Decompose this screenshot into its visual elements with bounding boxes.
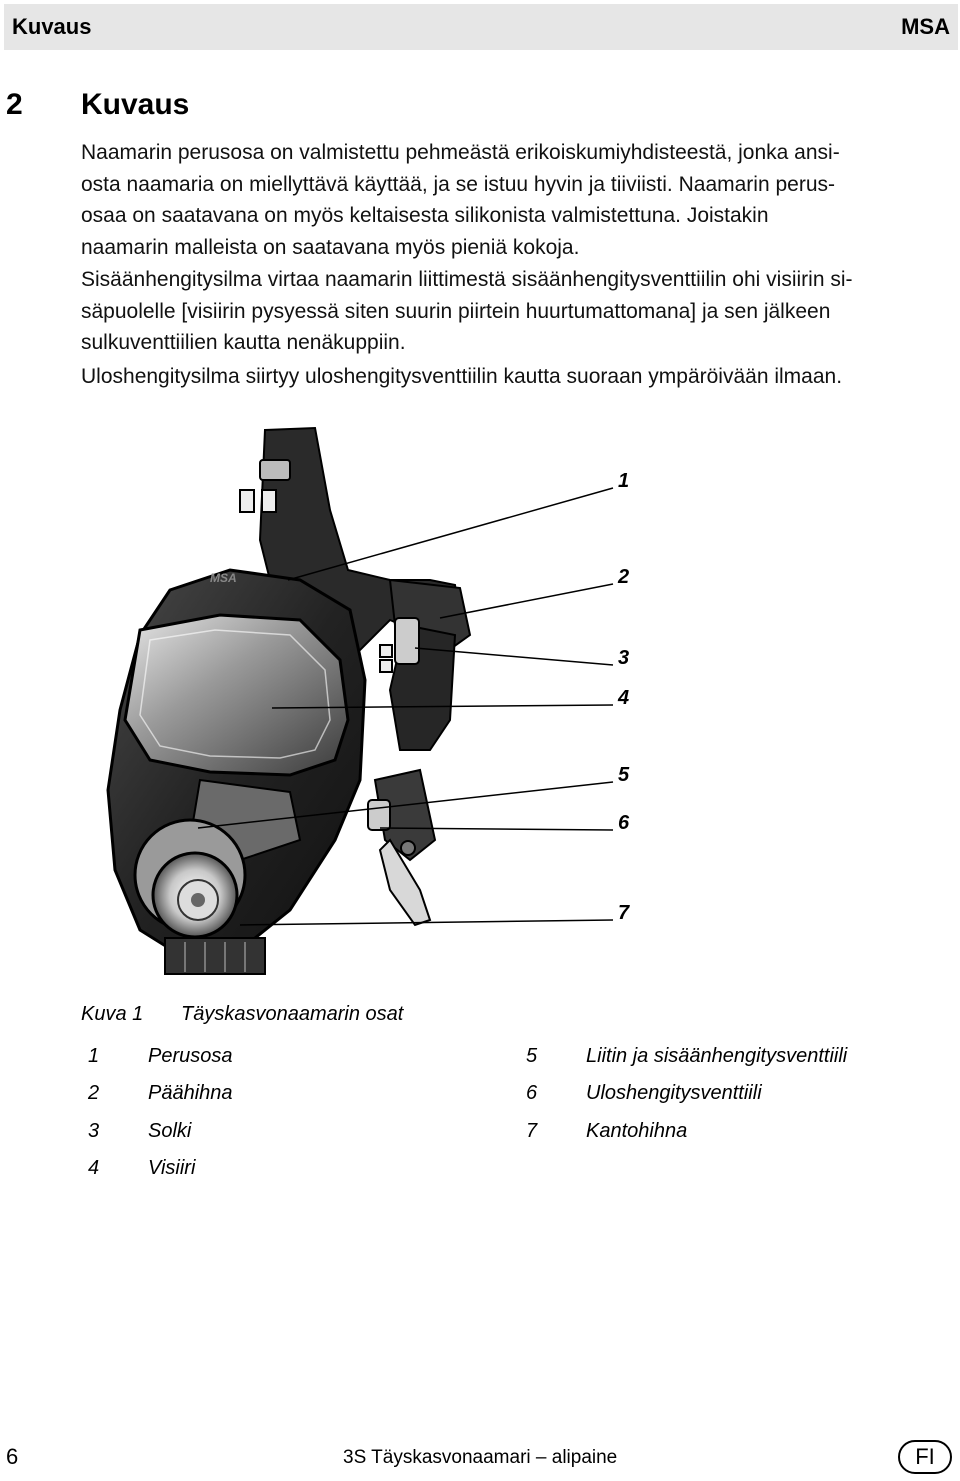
part-number: 3 <box>88 1120 100 1142</box>
language-badge: FI <box>898 1440 952 1474</box>
part-number: 1 <box>88 1045 100 1067</box>
section-title: Kuvaus <box>81 88 190 121</box>
part-label: Perusosa <box>148 1045 233 1067</box>
paragraph-line: sulkuventtiilien kautta nenäkuppiin. <box>81 331 406 354</box>
part-number: 2 <box>88 1082 100 1104</box>
part-label: Liitin ja sisäänhengitysventtiili <box>586 1045 848 1067</box>
part-number: 5 <box>526 1045 538 1067</box>
mask-logo: MSA <box>210 571 237 585</box>
full-face-mask-illustration <box>90 420 650 985</box>
header-brand: MSA <box>901 14 950 39</box>
header-section-title: Kuvaus <box>12 14 92 39</box>
paragraph-line: osaa on saatavana on myös keltaisesta silikonista valmistettuna. Joistakin <box>81 204 769 227</box>
paragraph-line: osta naamaria on miellyttävä käyttää, ja se istuu hyvin ja tiiviisti. Naamarin perus- <box>81 172 835 196</box>
figure-caption-title: Täyskasvonaamarin osat <box>181 1003 404 1025</box>
part-label: Kantohihna <box>586 1120 688 1142</box>
paragraph-line: Sisäänhengitysilma virtaa naamarin liittimestä sisäänhengitysventtiilin ohi visiirin si- <box>81 268 853 291</box>
part-number: 4 <box>88 1157 100 1179</box>
callout-2: 2 <box>618 566 630 588</box>
part-label: Uloshengitysventtiili <box>586 1082 762 1104</box>
paragraph-exhalation <box>81 361 960 393</box>
callout-5: 5 <box>618 764 630 786</box>
footer-document-title: 3S Täyskasvonaamari – alipaine <box>343 1447 618 1468</box>
page-number: 6 <box>6 1444 19 1469</box>
paragraph-line: Uloshengitysilma siirtyy uloshengitysventtiilin kautta suoraan ympäröivään ilmaan. <box>81 365 843 388</box>
part-label: Visiiri <box>148 1157 196 1179</box>
part-number: 7 <box>526 1120 538 1142</box>
paragraph-line: naamarin malleista on saatavana myös pieniä kokoja. <box>81 235 580 259</box>
part-label: Solki <box>148 1120 192 1142</box>
section-number: 2 <box>6 88 23 121</box>
figure-caption-label: Kuva 1 <box>81 1003 144 1025</box>
paragraph-line: Naamarin perusosa on valmistettu pehmeästä erikoiskumiyhdisteestä, jonka ansi- <box>81 141 840 164</box>
exhalation-valve <box>165 938 265 974</box>
part-number: 6 <box>526 1082 538 1104</box>
callout-4: 4 <box>618 687 630 709</box>
paragraph-inhalation <box>81 264 960 359</box>
paragraph-line: säpuolelle [visiirin pysyessä siten suurin piirtein huurtumattomana] ja sen jälkeen <box>81 299 831 323</box>
paragraph-material <box>81 137 960 263</box>
part-label: Päähihna <box>148 1082 233 1104</box>
callout-3: 3 <box>618 647 630 669</box>
callout-6: 6 <box>618 812 630 834</box>
callout-1: 1 <box>618 470 630 492</box>
page-header <box>4 4 958 50</box>
callout-7: 7 <box>618 902 630 924</box>
